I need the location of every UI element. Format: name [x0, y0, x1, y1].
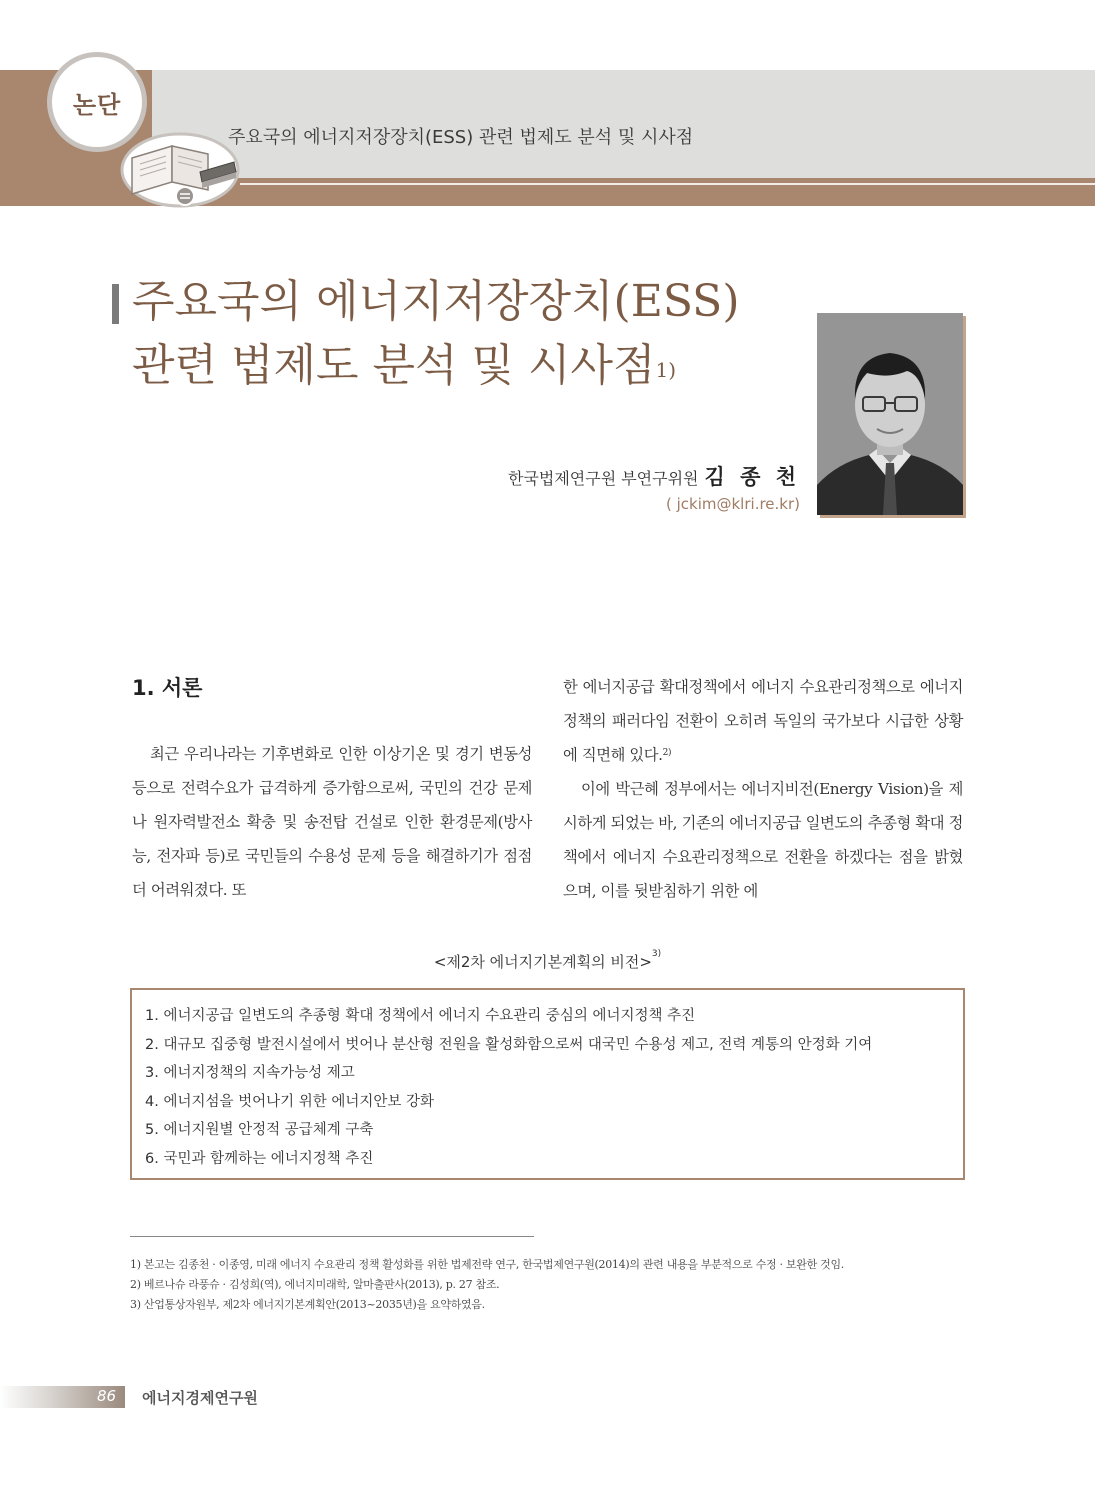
section-badge — [47, 52, 147, 152]
author-photo — [817, 313, 963, 515]
vision-item: 1. 에너지공급 일변도의 추종형 확대 정책에서 에너지 수요관리 중심의 에너지정책 추진 — [145, 1008, 696, 1024]
vision-item: 3. 에너지정책의 지속가능성 제고 — [145, 1065, 355, 1081]
footnotes — [130, 1255, 990, 1315]
footnote-item: 1) 본고는 김종천 · 이종영, 미래 에너지 수요관리 정책 활성화를 위한 법제전략 연구, 한국법제연구원(2014)의 관련 내용을 부분적으로 수정 · 보완한 것임. — [130, 1258, 844, 1271]
footnote-ref-2[interactable]: 2) — [662, 748, 672, 758]
header-divider — [240, 183, 1095, 185]
running-header-title: 주요국의 에너지저장장치(ESS) 관련 법제도 분석 및 시사점 — [228, 127, 694, 148]
author-affiliation: 한국법제연구원 부연구위원 — [507, 469, 699, 488]
vision-item: 2. 대규모 집중형 발전시설에서 벗어나 분산형 전원을 활성화함으로써 대국민 수용성 제고, 전력 계통의 안정화 기여 — [145, 1036, 873, 1053]
footnote-divider — [130, 1236, 534, 1237]
body-paragraph-right-1 — [563, 670, 963, 772]
vision-box-caption — [0, 951, 1095, 972]
footer-organization: 에너지경제연구원 — [142, 1389, 258, 1407]
footnote-item: 2) 베르나슈 라풍슈 · 김성희(역), 에너지미래학, 알마출판사(2013), p. 27 참조. — [130, 1278, 500, 1291]
body-paragraph-right-2: 이에 박근혜 정부에서는 에너지비전(Energy Vision)을 제시하게 되었는 바, 기존의 에너지공급 일변도의 추종형 확대 정책에서 에너지 수요관리정책으로 전환을 하겠다는 점을 밝혔으며, 이를 뒷받침하기 위한 에 — [563, 780, 963, 900]
vision-item: 6. 국민과 함께하는 에너지정책 추진 — [145, 1150, 374, 1167]
section-heading: 1. 서론 — [132, 676, 203, 700]
author-email[interactable]: ( jckim@klri.re.kr) — [666, 495, 800, 513]
title-marker — [112, 284, 119, 324]
footnote-ref-3[interactable]: 3) — [651, 949, 662, 959]
body-paragraph-right-1-text: 한 에너지공급 확대정책에서 에너지 수요관리정책으로 에너지정책의 패러다임 전환이 오히려 독일의 국가보다 시급한 상황에 직면해 있다. — [563, 678, 963, 764]
article-title-line2: 관련 법제도 분석 및 시사점 — [132, 340, 656, 391]
author-line — [508, 461, 800, 491]
author-name: 김 종 천 — [704, 465, 800, 489]
title-footnote-ref[interactable]: 1) — [655, 358, 677, 382]
vision-item: 4. 에너지섬을 벗어나기 위한 에너지안보 강화 — [145, 1093, 435, 1110]
footnote-item: 3) 산업통상자원부, 제2차 에너지기본계획안(2013~2035년)을 요약하였음. — [130, 1298, 485, 1311]
article-title-line1: 주요국의 에너지저장장치(ESS) — [132, 276, 740, 327]
body-paragraph-left: 최근 우리나라는 기후변화로 인한 이상기온 및 경기 변동성 등으로 전력수요가 급격하게 증가함으로써, 국민의 건강 문제나 원자력발전소 확충 및 송전탑 건설로 인한 환경문제(방사능, 전자파 등)로 국민들의 수용성 문제 등을 해결하기가 점점 더 어려워졌다. 또 — [132, 745, 532, 899]
vision-box-caption-text: <제2차 에너지기본계획의 비전> — [433, 953, 652, 971]
article-title — [132, 270, 792, 398]
vision-box — [130, 988, 965, 1180]
page-number: 86 — [97, 1387, 117, 1405]
author-portrait-icon — [817, 313, 963, 515]
vision-list — [145, 1002, 963, 1173]
body-column-right — [563, 670, 963, 908]
vision-item: 5. 에너지원별 안정적 공급체계 구축 — [145, 1122, 374, 1138]
section-badge-label: 논단 — [72, 90, 122, 119]
